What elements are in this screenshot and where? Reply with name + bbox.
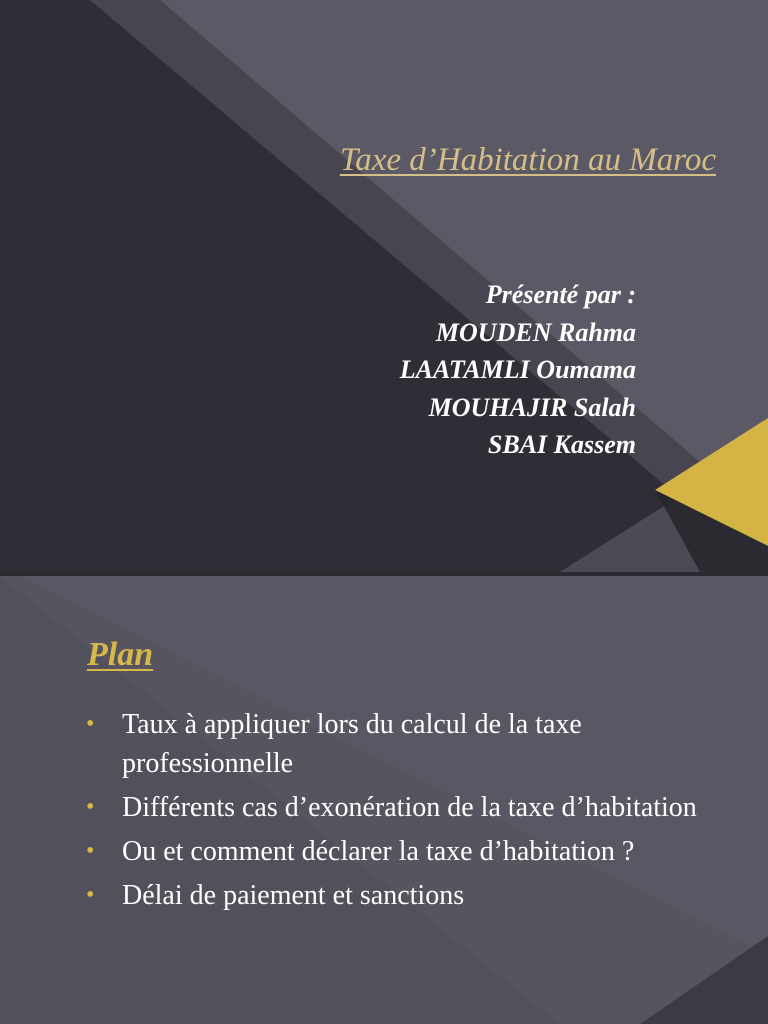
plan-heading: Plan <box>87 636 154 673</box>
bullet-icon: • <box>86 882 95 908</box>
presenters-block <box>400 276 636 464</box>
author-name: MOUDEN Rahma <box>435 317 636 347</box>
plan-item-text: Taux à appliquer lors du calcul de la taxe professionnelle <box>122 709 582 779</box>
author-name: MOUHAJIR Salah <box>428 392 636 422</box>
author-name: SBAI Kassem <box>487 430 636 459</box>
plan-item <box>86 705 736 783</box>
bullet-icon: • <box>86 711 95 737</box>
plan-item <box>86 832 736 871</box>
bullet-icon: • <box>86 838 95 864</box>
plan-list <box>86 705 736 920</box>
plan-item-text: Délai de paiement et sanctions <box>122 880 465 911</box>
plan-item-text: Différents cas d’exonération de la taxe d’habitation <box>122 792 697 823</box>
presented-by-label: Présenté par : <box>485 280 636 309</box>
bullet-icon: • <box>86 794 95 820</box>
slide-title-text: Taxe d’Habitation au Maroc <box>339 142 716 178</box>
plan-item <box>86 876 736 915</box>
plan-item-text: Ou et comment déclarer la taxe d’habitation ? <box>122 836 635 867</box>
author-name: LAATAMLI Oumama <box>399 355 636 384</box>
plan-item <box>86 788 736 827</box>
